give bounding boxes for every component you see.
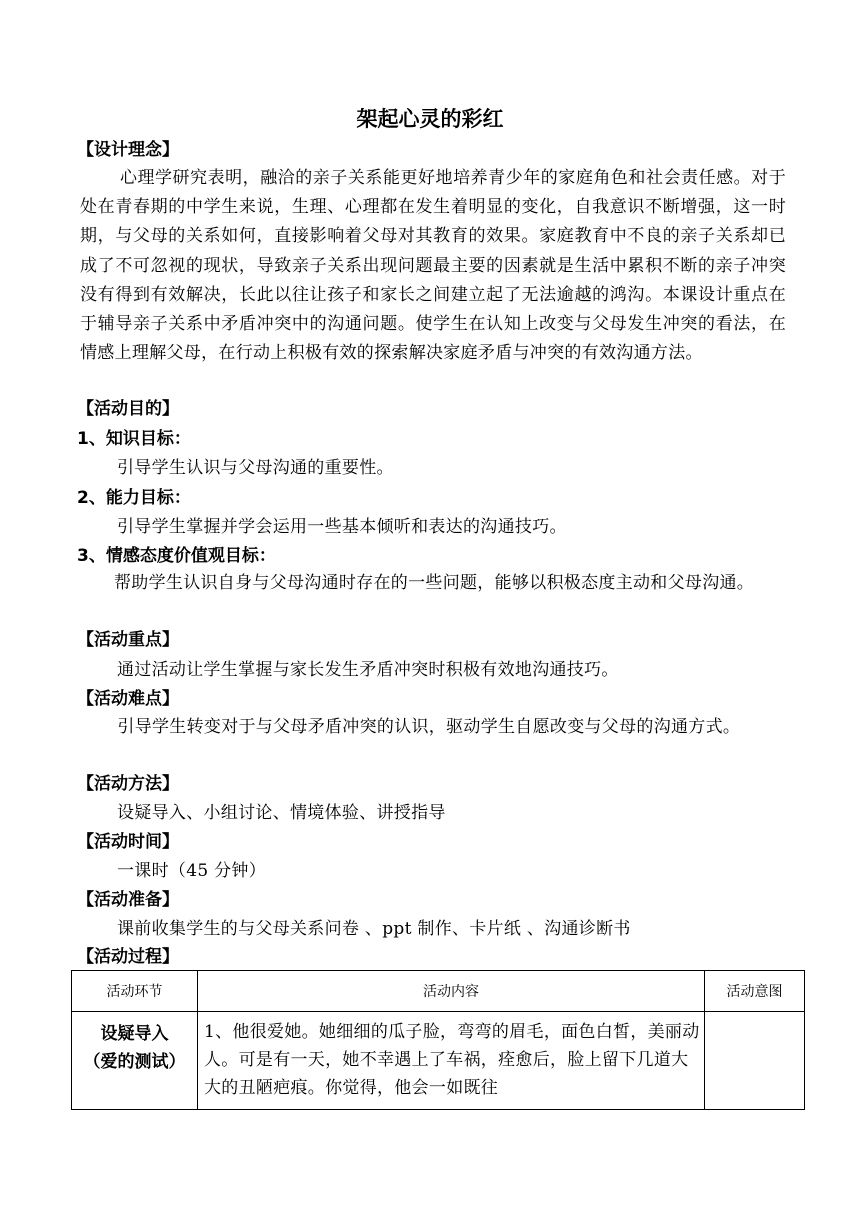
heading-methods: 【活动方法】 <box>77 774 179 794</box>
methods-text: 设疑导入、小组讨论、情境体验、讲授指导 <box>117 803 446 823</box>
emotion-objective-text: 帮助学生认识自身与父母沟通时存在的一些问题，能够以积极态度主动和父母沟通。 <box>114 573 755 593</box>
heading-difficulties: 【活动难点】 <box>77 689 179 709</box>
document-title: 架起心灵的彩红 <box>356 107 504 131</box>
stage-name: 设疑导入 <box>100 1024 169 1044</box>
intent-cell <box>705 1012 805 1110</box>
difficulties-text: 引导学生转变对于与父母矛盾冲突的认识，驱动学生自愿改变与父母的沟通方式。 <box>117 717 741 737</box>
knowledge-objective-text: 引导学生认识与父母沟通的重要性。 <box>117 458 394 478</box>
design-concept-paragraph: 心理学研究表明，融洽的亲子关系能更好地培养青少年的家庭角色和社会责任感。对于处在青春期的中学生来说，生理、心理都在发生着明显的变化，自我意识不断增强，这一时期，与父母的关系如何，直接影响着父母对其教育的效果。家庭教育中不良的亲子关系却已成了不可忽视的现状，导致亲子关系出现问题最主要的因素就是生活中累积不断的亲子冲突没有得到有效解决，长此以往让孩子和家长之间建立起了无法逾越的鸿沟。本课设计重点在于辅导亲子关系中矛盾冲突中的沟通问题。使学生在认知上改变与父母发生冲突的看法，在情感上理解父母，在行动上积极有效的探索解决家庭矛盾与冲突的有效沟通方法。 <box>80 168 786 364</box>
emotion-objective-label: 3、情感态度价值观目标： <box>77 546 276 566</box>
table-header-row <box>72 971 805 1012</box>
heading-design-concept: 【设计理念】 <box>77 140 179 160</box>
content-text: 1、他很爱她。她细细的瓜子脸，弯弯的眉毛，面色白皙，美丽动人。可是有一天，她不幸遇上了车祸，痊愈后，脸上留下几道大大的丑陋疤痕。你觉得，他会一如既往 <box>204 1022 700 1098</box>
key-points-text: 通过活动让学生掌握与家长发生矛盾冲突时积极有效地沟通技巧。 <box>117 660 619 680</box>
ability-objective-label: 2、能力目标： <box>77 488 191 508</box>
heading-objectives: 【活动目的】 <box>77 399 179 419</box>
preparation-text: 课前收集学生的与父母关系问卷 、ppt 制作、卡片纸 、沟通诊断书 <box>117 919 631 939</box>
column-header-stage: 活动环节 <box>72 971 198 1012</box>
table-row <box>72 1012 805 1110</box>
heading-key-points: 【活动重点】 <box>77 630 179 650</box>
heading-preparation: 【活动准备】 <box>77 890 179 910</box>
ability-objective-text: 引导学生掌握并学会运用一些基本倾听和表达的沟通技巧。 <box>117 517 567 537</box>
process-table <box>71 970 805 1110</box>
knowledge-objective-label: 1、知识目标： <box>77 429 191 449</box>
stage-subtitle: （爱的测试） <box>83 1052 186 1072</box>
stage-cell <box>72 1012 198 1110</box>
time-text: 一课时（45 分钟） <box>117 861 267 881</box>
column-header-content: 活动内容 <box>198 971 705 1012</box>
heading-process: 【活动过程】 <box>77 947 179 967</box>
heading-time: 【活动时间】 <box>77 832 179 852</box>
column-header-intent: 活动意图 <box>705 971 805 1012</box>
content-cell <box>198 1012 705 1110</box>
